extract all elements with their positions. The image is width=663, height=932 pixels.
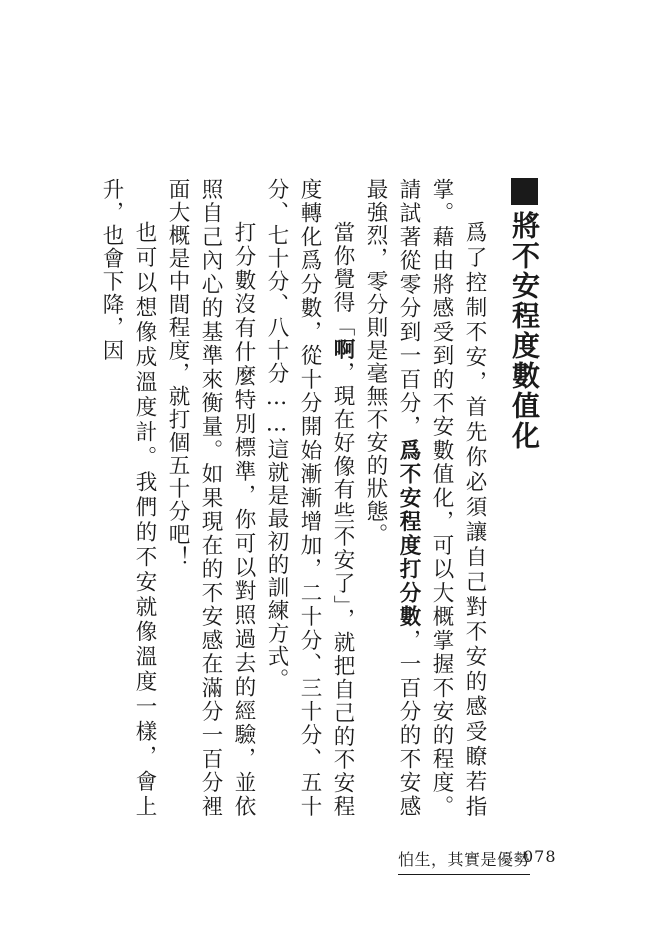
paragraph-2-emphasis: 啊 [330, 337, 355, 362]
paragraph-1-emphasis: 爲不安程度打分數 [396, 439, 421, 629]
paragraph-4-segment: 也可以想像成溫度計。我們的不安就像溫度一樣，會上升，也會下降，因 [99, 178, 157, 818]
vertical-text-block [95, 178, 547, 818]
heading-text: 將不安程度數值化 [508, 211, 541, 451]
paragraph-1-segment: 爲了控制不安，首先你必須讓自己對不安的感受瞭若指掌。藉由將感受到的不安數值化，可以大概掌握不安的程度。請試著從零分到一百分， [396, 178, 487, 818]
running-footer-book-title: 怕生，其實是優勢 [398, 847, 530, 875]
paragraph-1-segment: ，一百分的不安感最強烈，零分則是毫無不安的狀態。 [363, 178, 421, 819]
page-footer [0, 847, 663, 877]
paragraph-3-segment: 打分數沒有什麼特別標準，你可以對照過去的經驗，並依照自己內心的基準來衡量。如果現在的不安感在滿分一百分裡面大概是中間程度，就打個五十分吧！ [165, 178, 256, 818]
section-heading [501, 178, 547, 818]
black-square-bullet-icon [511, 178, 538, 205]
page-number: 078 [523, 847, 557, 866]
paragraph-4 [95, 178, 161, 818]
paragraph-2 [260, 178, 359, 818]
paragraph-1 [359, 178, 491, 818]
paragraph-3 [161, 178, 260, 818]
paragraph-2-segment: 當你覺得「 [330, 221, 355, 338]
paragraph-2-segment: ，現在好像有些不安了」，就把自己的不安程度轉化爲分數，從十分開始漸漸增加，二十分、三十分、五十分、七十分、八十分……這就是最初的訓練方式。 [264, 178, 355, 819]
